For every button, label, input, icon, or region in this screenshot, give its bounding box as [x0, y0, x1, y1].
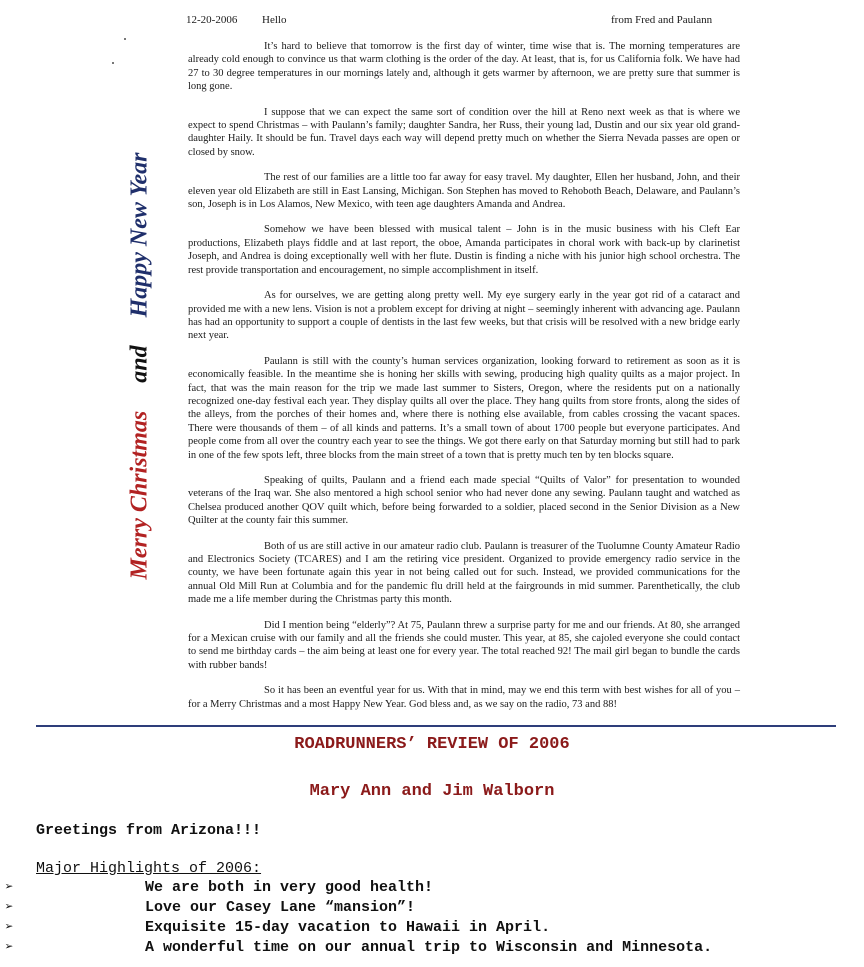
arrow-bullet-icon: ➢	[5, 920, 14, 936]
highlight-text: A wonderful time on our annual trip to Wisconsin and Minnesota.	[145, 939, 713, 956]
side-greeting-title	[127, 139, 154, 594]
highlight-text: Exquisite 15-day vacation to Hawaii in April.	[145, 919, 551, 936]
highlight-text: We are both in very good health!	[145, 879, 434, 896]
arrow-bullet-icon: ➢	[5, 880, 14, 896]
letter-header-date: 12-20-2006	[186, 14, 238, 26]
letter-paragraph: Somehow we have been blessed with musical talent – John is in the music business with his Cleft Ear productions, Elizabeth plays fiddle and at last report, the oboe, Amanda participates in choral work with back-up by clarinetist Joseph, and Andrea is doing exceptionally well with her flute. Dustin is finding a niche with his junior high school orchestra. The rest provide transportation and encouragement, no simple accomplishment in itself.	[188, 224, 740, 276]
letter-salutation: Hello	[262, 14, 287, 26]
scan-speck	[124, 38, 126, 40]
scan-speck	[112, 62, 114, 64]
letter-paragraph: I suppose that we can expect the same sort of condition over the hill at Reno next week as that is where we expect to spend Christmas – with Paulann’s family; daughter Sandra, her Russ, their young lad, Dustin and our six year old grand-daughter Haily. It should be fun. Travel days each way will depend pretty much on whether the Sierra Nevada passes are open or closed by snow.	[188, 106, 740, 158]
letter-paragraph: Paulann is still with the county’s human services organization, looking forward to retirement as soon as it is economically feasible. In the meantime she is honing her skills with sewing, producing high quality quilts as a major project. In fact, that was the main reason for the trip we made last summer to Sisters, Oregon, where the residents put on a nationally recognized one-day festival each year. They display quilts all over the place. They hang quilts from store fronts, along the sides of the alleys, from the porches of their homes and, where there is nothing else available, from cables crossing the vacant spaces. There were thousands of them – of all kinds and patterns. It’s a small town of about 1700 people but everyone participates. And people come from all over the country each year to see the things. We got there early on that Saturday morning but still had to park in one of the few spots left, three blocks from the main street of a town that is pretty much ten by ten blocks square.	[188, 355, 740, 461]
highlight-text: Love our Casey Lane “mansion”!	[145, 899, 416, 916]
letter-paragraph: Did I mention being “elderly”? At 75, Paulann threw a surprise party for me and our friends. At 80, she arranged for a Mexican cruise with our family and all the friends she could muster. This year, at 85, she cajoled everyone she could contact to send me birthday cards – the aim being at least one for every year. The total reached 92! The mail girl began to bundle the cards with rubber bands!	[188, 619, 740, 671]
letter-paragraph: The rest of our families are a little too far away for easy travel. My daughter, Ellen her husband, John, and their eleven year old Elizabeth are still in East Lansing, Michigan. Son Stephen has moved to Rehoboth Beach, Delaware, and Paulann’s son, Joseph is in Los Alamos, New Mexico, with teen age daughters Amanda and Andrea.	[188, 172, 740, 211]
letter-paragraph: It’s hard to believe that tomorrow is the first day of winter, time wise that is. The morning temperatures are already cold enough to convince us that warm clothing is the order of the day. At least, that is, for us California folk. We have had 27 to 30 degree temperatures in our mornings lately and, although it gets warmer by afternoon, we are pretty sure that summer is long gone.	[188, 41, 740, 93]
section-divider	[36, 725, 836, 727]
letter-paragraph: Speaking of quilts, Paulann and a friend each made special “Quilts of Valor” for presentation to wounded veterans of the Iraq war. She also mentored a high school senior who had never done any sewing. Paulann taught and watched as Chelsea produced another QOV quilt which, before being forwarded to a soldier, placed second in the Senior Division as a New Quilter at the county fair this summer.	[188, 474, 740, 527]
arrow-bullet-icon: ➢	[5, 900, 14, 916]
side-title-happy-new-year: Happy New Year	[126, 152, 153, 318]
letter-paragraph: So it has been an eventful year for us. With that in mind, may we end this term with best wishes for all of you – for a Merry Christmas and a most Happy New Year. God bless and, as we say on the radio, 73 and 88!	[188, 685, 740, 710]
review-greeting: Greetings from Arizona!!!	[36, 822, 262, 839]
review-title: ROADRUNNERS’ REVIEW OF 2006	[294, 735, 570, 754]
letter-body	[188, 40, 740, 723]
highlights-heading: Major Highlights of 2006:	[36, 860, 262, 877]
letter-sender: from Fred and Paulann	[611, 14, 713, 26]
side-title-and: and	[126, 345, 153, 383]
arrow-bullet-icon: ➢	[5, 940, 14, 956]
letter-paragraph: As for ourselves, we are getting along pretty well. My eye surgery early in the year got rid of a cataract and provided me with a new lens. Vision is not a problem except for driving at night – seemingly inherent with advancing age. Paulann has had an opportunity to support a couple of dentists in the last few weeks, but that crisis will be resolved with a new bridge early next year.	[188, 290, 740, 342]
side-title-merry-christmas: Merry Christmas	[126, 410, 153, 580]
review-authors: Mary Ann and Jim Walborn	[309, 782, 555, 801]
letter-paragraph: Both of us are still active in our amateur radio club. Paulann is treasurer of the Tuolumne County Amateur Radio and Electronics Society (TCARES) and I am the retiring vice president. Organized to provide emergency radio service in the county, we have been fortunate again this year in not being called out for such. Instead, we provided communications for the annual Old Mill Run at Columbia and for the pandemic flu drill held at the fairgrounds in mid summer. Parenthetically, the club made me a life member during the Christmas party this month.	[188, 540, 740, 606]
